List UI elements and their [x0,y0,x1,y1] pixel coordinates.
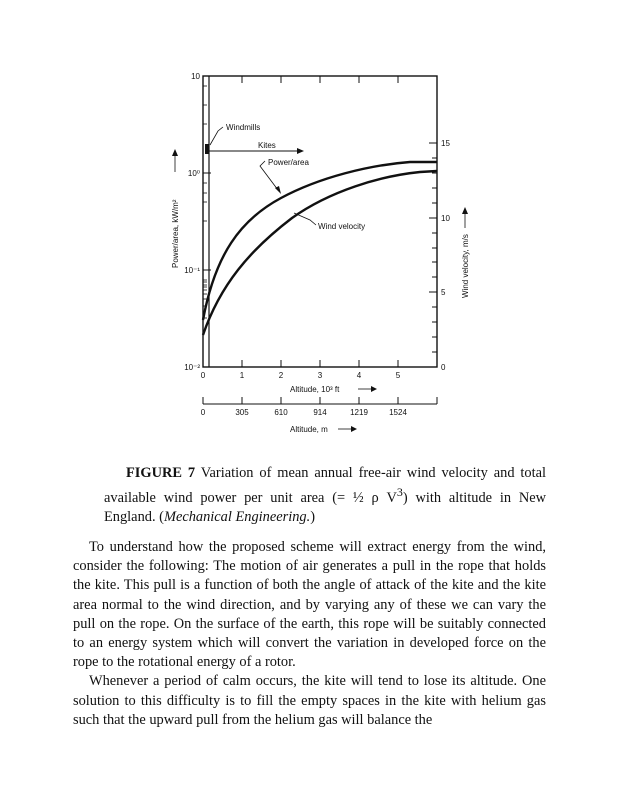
right-axis-ticks [429,143,437,352]
kites-label: Kites [258,141,276,150]
right-tick-label: 15 [441,139,450,148]
right-tick-label: 0 [441,363,446,372]
x-tick-label-m: 1524 [389,408,407,417]
power-area-curve [203,162,437,320]
x-tick-label-ft: 3 [317,371,323,380]
right-axis-label: Wind velocity, m/s [461,234,470,298]
caption-source: Mechanical Engineering. [163,508,311,525]
left-axis-arrow-head [172,149,178,156]
x-tick-label-ft: 5 [395,371,401,380]
left-tick-label: 10 [191,72,200,81]
caption-text-after: ) with altitude in New England. ( [104,489,546,525]
x-tick-label-ft: 4 [356,371,362,380]
body-text [73,538,546,730]
caption-text-before: Variation of mean annual free-air wind velocity and total available wind power per unit area (= ½ ρ V [104,465,547,506]
x-ft-arrow-head [371,386,377,392]
x-tick-label-m: 0 [200,408,206,417]
meter-scale-ticks [203,397,437,404]
paragraph: To understand how the proposed scheme will extract energy from the wind, consider the following: The motion of air generates a pull in the rope that holds the kite. This pull is a function of both the angle of attack of the kite and the kite area normal to the wind direction, and by varying any of these we can vary the pull on the rope. On the surface of the earth, this rope will be suitably connected to an energy system which will convert the variation in developed force on the rope to the rotational energy of a rotor. [73,539,546,671]
windmills-marker [205,144,209,154]
x-tick-label-ft: 2 [278,371,284,380]
power-area-label: Power/area [268,158,309,167]
x-tick-label-ft: 0 [200,371,206,380]
right-tick-label: 5 [441,288,446,297]
x-tick-label-ft: 1 [239,371,245,380]
right-axis-arrow-head [462,207,468,214]
x-axis-label-ft: Altitude, 10³ ft [290,385,340,394]
figure-label: FIGURE 7 [126,465,196,481]
x-tick-label-m: 610 [274,408,288,417]
left-tick-label: 10⁻² [184,363,200,372]
paragraph: Whenever a period of calm occurs, the kite will tend to lose its altitude. One solution to this difficulty is to fill the empty spaces in the kite with helium gas such that the upward pull from the helium gas will balance the [73,673,546,728]
x-tick-label-m: 1219 [350,408,368,417]
caption-closing: ) [310,508,316,525]
x-tick-label-m: 914 [313,408,327,417]
figure-caption [104,464,546,527]
x-tick-label-m: 305 [235,408,249,417]
right-tick-label: 10 [441,214,450,223]
left-tick-label: 10⁰ [187,169,200,178]
wind-velocity-curve [203,171,437,335]
left-tick-label: 10⁻¹ [184,266,200,275]
left-axis-label: Power/area, kW/m² [171,199,180,268]
x-m-arrow-head [351,426,357,432]
wind-velocity-label: Wind velocity [318,222,366,231]
windmills-label: Windmills [226,123,261,132]
caption-superscript: 3 [396,485,403,499]
wind-velocity-leader [294,213,316,225]
kites-arrow-head [297,148,304,154]
windmills-leader [210,127,223,145]
x-axis-label-m: Altitude, m [290,425,328,434]
